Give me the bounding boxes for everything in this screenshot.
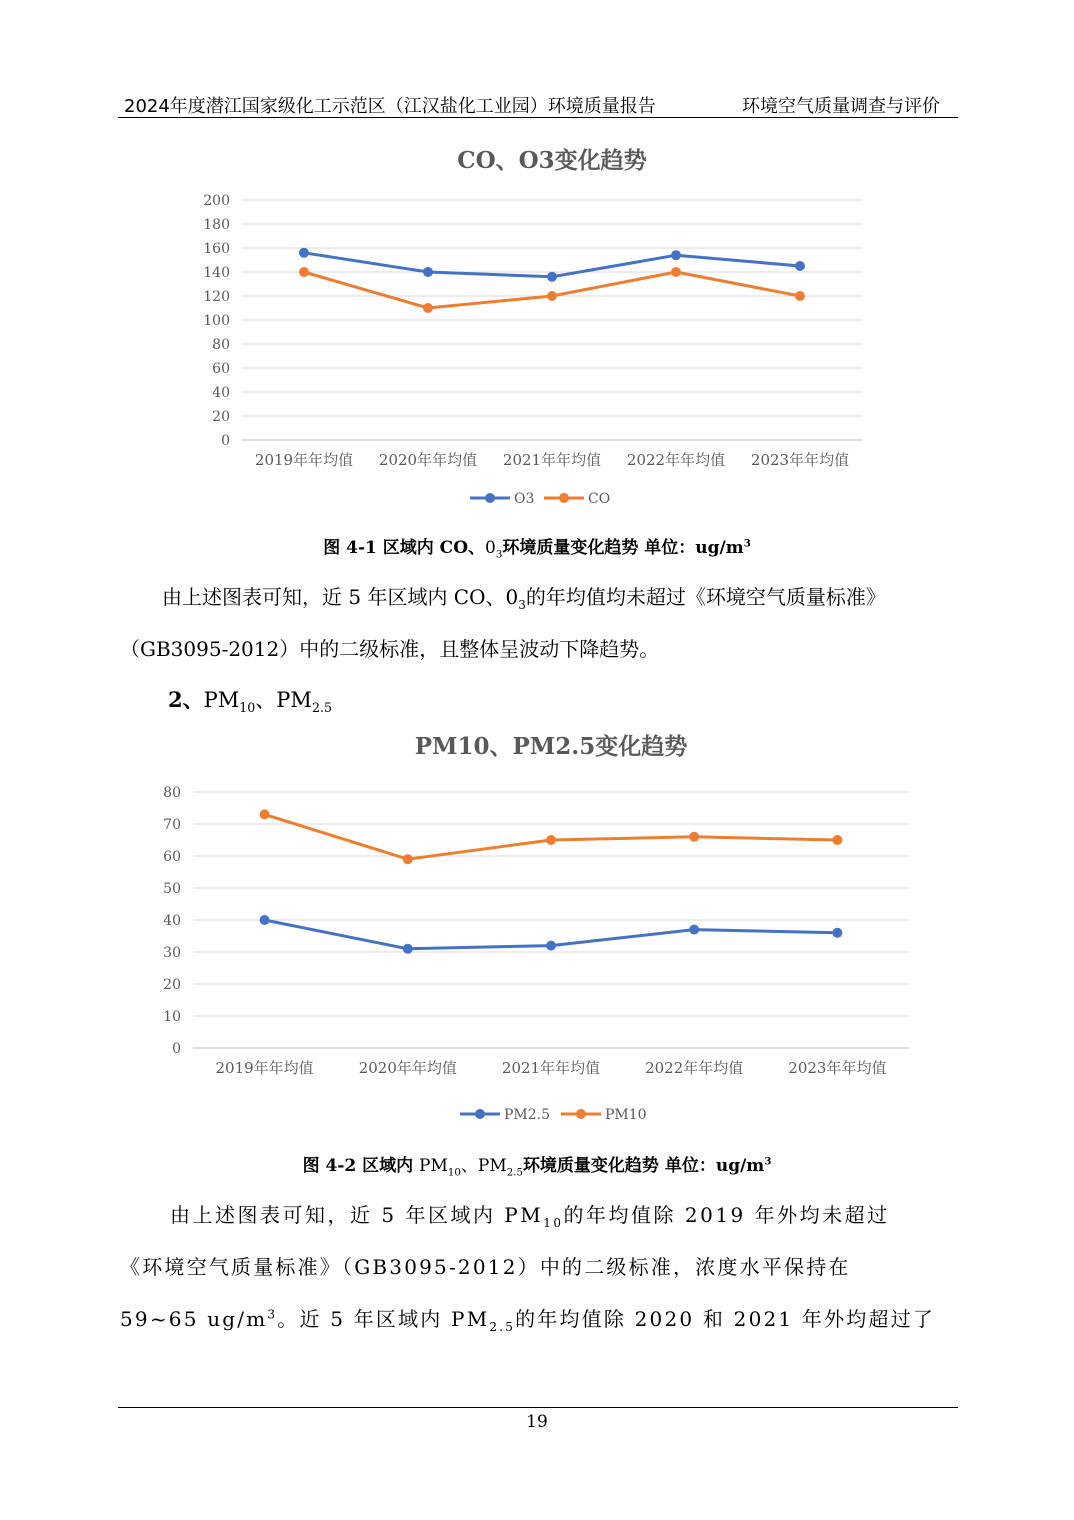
data-point [547, 291, 557, 301]
y-tick-label: 40 [163, 913, 181, 929]
legend-marker [559, 493, 569, 503]
y-tick-label: 0 [172, 1041, 181, 1057]
pm10-pm25-trend-chart [130, 722, 930, 1134]
legend-marker [475, 1109, 485, 1119]
data-point [547, 272, 557, 282]
y-tick-label: 20 [212, 409, 230, 425]
data-point [832, 835, 842, 845]
y-tick-label: 20 [163, 977, 181, 993]
x-tick-label: 2023年年均值 [750, 451, 850, 469]
data-point [299, 267, 309, 277]
x-tick-label: 2022年年均值 [626, 451, 726, 469]
paragraph-1-line-1: 由上述图表可知，近 5 年区域内 CO、$0_3$的年均值均未超过《环境空气质量标准》 [162, 585, 886, 612]
data-point [546, 835, 556, 845]
y-tick-label: 160 [203, 241, 230, 257]
y-tick-label: 200 [203, 193, 230, 209]
data-point [671, 267, 681, 277]
y-tick-label: 120 [203, 289, 230, 305]
y-tick-label: 80 [212, 337, 230, 353]
chart-title: CO、O3变化趋势 [457, 147, 647, 174]
data-point [689, 925, 699, 935]
data-point [546, 941, 556, 951]
data-point [832, 928, 842, 938]
header-rule [118, 117, 958, 118]
y-tick-label: 60 [163, 849, 181, 865]
y-tick-label: 0 [221, 433, 230, 449]
y-tick-label: 30 [163, 945, 181, 961]
x-tick-label: 2019年年均值 [254, 451, 354, 469]
figure-4-1-caption: 图 4-1 区域内 CO、$0_3$环境质量变化趋势 单位：$ug/m^3$ [323, 537, 751, 561]
data-point [299, 248, 309, 258]
legend-label: CO [588, 491, 611, 507]
data-point [671, 250, 681, 260]
page-number: 19 [526, 1412, 548, 1432]
y-tick-label: 180 [203, 217, 230, 233]
x-tick-label: 2019年年均值 [215, 1059, 314, 1077]
legend-label: PM10 [605, 1107, 647, 1123]
data-point [403, 944, 413, 954]
y-tick-label: 70 [163, 817, 181, 833]
y-tick-label: 40 [212, 385, 230, 401]
legend-label: PM2.5 [504, 1107, 551, 1123]
data-point [795, 291, 805, 301]
data-point [423, 267, 433, 277]
y-tick-label: 50 [163, 881, 181, 897]
data-point [403, 854, 413, 864]
x-tick-label: 2023年年均值 [788, 1059, 887, 1077]
x-tick-label: 2021年年均值 [502, 451, 602, 469]
legend-label: O3 [514, 491, 535, 507]
x-tick-label: 2020年年均值 [378, 451, 478, 469]
footer-rule [118, 1407, 958, 1408]
x-tick-label: 2022年年均值 [645, 1059, 744, 1077]
data-point [260, 915, 270, 925]
data-point [795, 261, 805, 271]
co-o3-trend-chart [180, 138, 900, 518]
header-report-title: 2024年度潜江国家级化工示范区（江汉盐化工业园）环境质量报告 [124, 96, 656, 117]
chart-title: PM10、PM2.5变化趋势 [414, 733, 688, 760]
header-section-title: 环境空气质量调查与评价 [742, 96, 940, 117]
paragraph-2-line-2: 《环境空气质量标准》（GB3095-2012）中的二级标准，浓度水平保持在 [120, 1255, 851, 1279]
figure-4-2-caption: 图 4-2 区域内 $PM_{10}$、$PM_{2.5}$环境质量变化趋势 单位：$ug/m^3$ [302, 1155, 772, 1179]
x-tick-label: 2020年年均值 [358, 1059, 457, 1077]
legend-marker [485, 493, 495, 503]
y-tick-label: 80 [163, 785, 181, 801]
data-point [260, 809, 270, 819]
y-tick-label: 10 [163, 1009, 181, 1025]
y-tick-label: 100 [203, 313, 230, 329]
section-2-heading: 2、$PM_{10}$、$PM_{2.5}$ [168, 687, 332, 716]
paragraph-2-line-1: 由上述图表可知，近 5 年区域内 $PM_{10}$的年均值除 2019 年外均未超过 [170, 1203, 890, 1230]
data-point [689, 832, 699, 842]
legend-marker [576, 1109, 586, 1119]
x-tick-label: 2021年年均值 [501, 1059, 601, 1077]
y-tick-label: 60 [212, 361, 230, 377]
y-tick-label: 140 [203, 265, 230, 281]
data-point [423, 303, 433, 313]
paragraph-2-line-3: 59~65 $ug/m^3$。近 5 年区域内 $PM_{2.5}$的年均值除 2020 和 2021 年外均超过了 [120, 1307, 936, 1334]
paragraph-1-line-2: （GB3095-2012）中的二级标准，且整体呈波动下降趋势。 [120, 637, 660, 661]
